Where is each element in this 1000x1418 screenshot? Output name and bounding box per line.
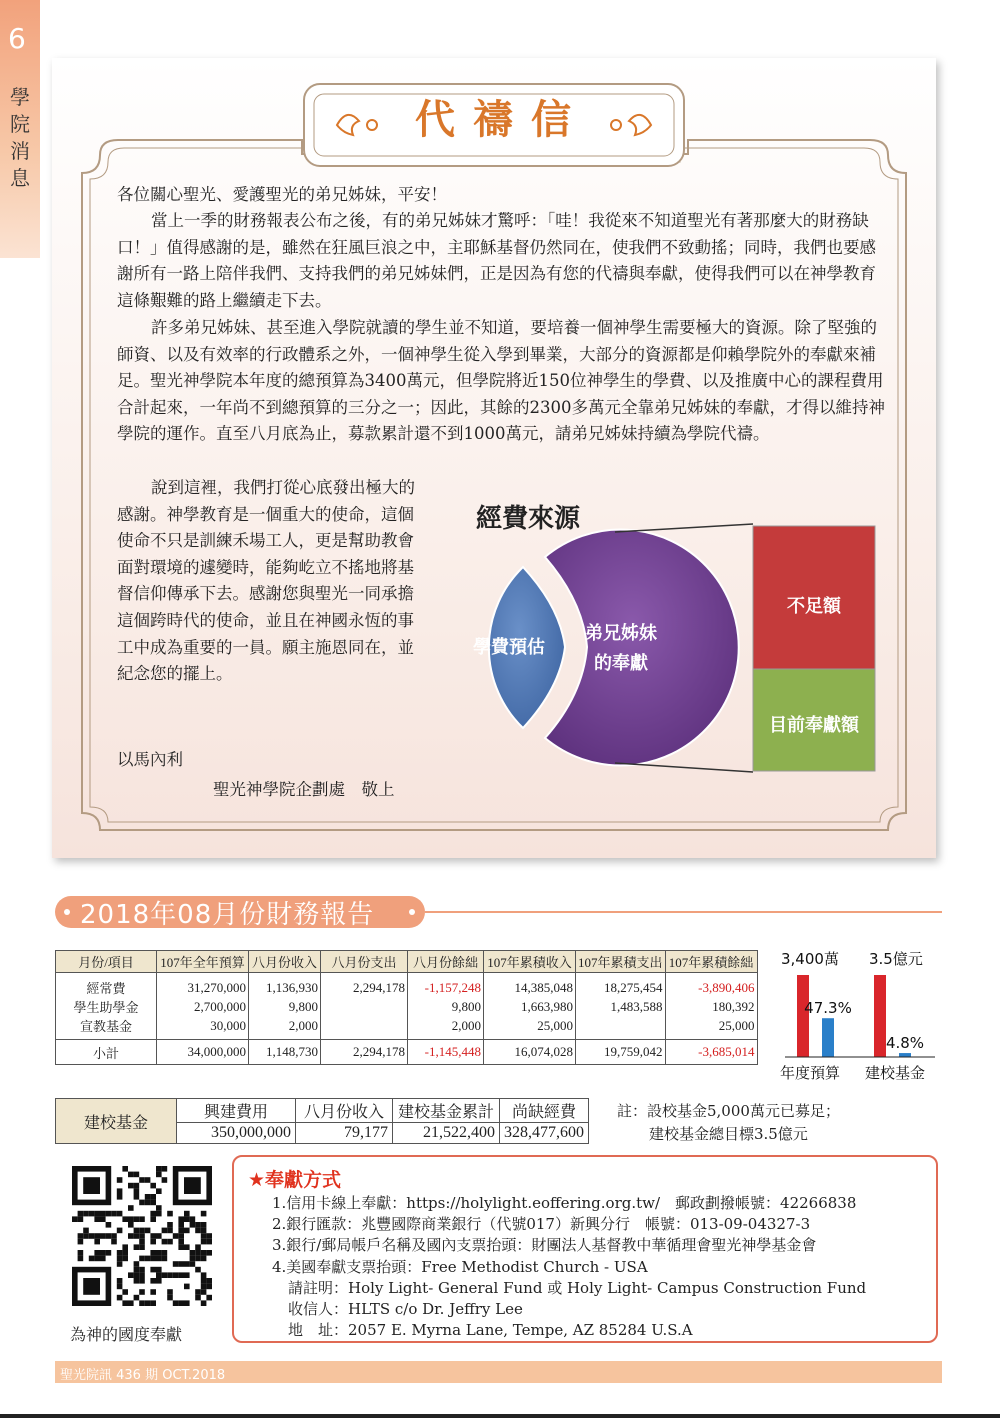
table-cell: -1,157,248 [408,973,484,998]
note-line-1: 註：設校基金5,000萬元已募足； [617,1102,840,1120]
letter-paragraph-1: 當上一季的財務報表公布之後，有的弟兄姊妹才驚呼：「哇！我從來不知道聖光有著那麼大的財務缺口！」值得感謝的是，雖然在狂風巨浪之中，主耶穌基督仍然同在，使我們不致動搖；同時，我們也要感謝所有一路上陪伴我們、支持我們的弟兄姊妹們，正是因為有您的代禱與奉獻，使得我們可以在神學教育這條艱難的路上繼續走下去。 [117,211,876,310]
category-label: 年度預算 [780,1064,841,1082]
bar-value-label: 47.3% [804,999,852,1018]
table-cell: -3,890,406 [665,973,757,998]
table-cell: 350,000,000 [177,1123,296,1144]
funding-label-middle-2: 的奉獻 [594,653,648,674]
table-cell: 21,522,400 [393,1123,500,1144]
col-header: 107年全年預算 [157,951,249,973]
letter-closing: 以馬內利 [117,750,183,769]
col-header: 107年累積收入 [484,951,576,973]
table-cell: -1,145,448 [408,1040,484,1065]
table-cell: 2,700,000 [157,997,249,1016]
funding-chart [455,523,895,778]
table-cell: 1,663,980 [484,997,576,1016]
finance-header-row [56,951,758,973]
table-row [56,973,758,998]
table-cell [321,1016,408,1040]
col-header: 107年累積支出 [576,951,666,973]
table-cell [576,1016,666,1040]
letter-greeting: 各位關心聖光、愛護聖光的弟兄姊妹，平安！ [117,185,447,204]
table-cell: 2,294,178 [321,1040,408,1065]
section-label: 學院消息 [10,85,30,190]
building-fund-note [617,1100,840,1146]
donation-line: 收信人：HLTS c/o Dr. Jeffry Lee [288,1300,523,1319]
table-row [56,1099,589,1123]
qr-code[interactable] [72,1166,212,1306]
table-cell: 學生助學金 [56,997,157,1016]
letter-title: 代禱信 [415,96,589,143]
donation-line: 3.銀行/郵局帳戶名稱及國內支票抬頭：財團法人基督教中華循理會聖光神學基金會 [272,1236,817,1255]
bar-top-label: 3,400萬 [781,950,839,968]
table-cell: 19,759,042 [576,1040,666,1065]
col-header: 八月份收入 [249,951,321,973]
table-cell: 25,000 [484,1016,576,1040]
table-cell: 經常費 [56,973,157,998]
bar [899,1053,911,1057]
budget-bar-chart [775,945,940,1090]
table-cell: 18,275,454 [576,973,666,998]
col-header: 月份/項目 [56,951,157,973]
table-cell: 79,177 [296,1123,393,1144]
table-row [56,997,758,1016]
table-cell: 180,392 [665,997,757,1016]
building-fund-label: 建校基金 [56,1099,177,1144]
donation-line: 地 址：2057 E. Myrna Lane, Tempe, AZ 85284 U.S.A [288,1321,693,1340]
table-cell: 1,483,588 [576,997,666,1016]
table-cell: 9,800 [249,997,321,1016]
table-cell: 9,800 [408,997,484,1016]
table-cell [321,997,408,1016]
page-number: 6 [8,22,26,55]
note-line-2: 建校基金總目標3.5億元 [649,1125,808,1143]
bar-value-label: 4.8% [885,1034,925,1053]
table-cell: 1,148,730 [249,1040,321,1065]
col-header: 八月份支出 [321,951,408,973]
col-header: 八月份餘絀 [408,951,484,973]
building-fund-table [55,1098,589,1144]
funding-label-current: 目前奉獻額 [769,715,859,736]
table-cell: 34,000,000 [157,1040,249,1065]
table-row-subtotal [56,1040,758,1065]
table-cell: 1,136,930 [249,973,321,998]
table-cell: 建校基金累計 [393,1099,500,1123]
donation-line: 1.信用卡線上奉獻：https://holylight.eoffering.org.tw/ 郵政劃撥帳號：42266838 [272,1194,857,1212]
table-cell: 2,000 [408,1016,484,1040]
table-cell: 尚缺經費 [500,1099,589,1123]
finance-table [55,950,758,1065]
funding-label-middle-1: 弟兄姊妹 [585,623,657,644]
table-cell: 25,000 [665,1016,757,1040]
table-cell: 2,000 [249,1016,321,1040]
funding-label-left: 學費預估 [473,637,545,658]
table-row [56,1016,758,1040]
donation-line: 4.美國奉獻支票抬頭：Free Methodist Church - USA [272,1257,648,1276]
col-header: 107年累積餘絀 [665,951,757,973]
bar [874,975,886,1057]
letter-paragraph-2: 許多弟兄姊妹、甚至進入學院就讀的學生並不知道，要培養一個神學生需要極大的資源。除了堅強的師資、以及有效率的行政體系之外，一個神學生從入學到畢業，大部分的資源都是仰賴學院外的奉獻來補足。聖光神學院本年度的總預算為3400萬元，但學院將近150位神學生的學費、以及推廣中心的課程費用合計起來，一年尚不到總預算的三分之一；因此，其餘的2300多萬元全靠弟兄姊妹的奉獻，才得以維持神學院的運作。直至八月底為止，募款累計還不到1000萬元，請弟兄姊妹持續為學院代禱。 [117,318,885,444]
donation-title: ★奉獻方式 [248,1169,342,1191]
table-cell: -3,685,014 [665,1040,757,1065]
table-cell: 328,477,600 [500,1123,589,1144]
donation-line: 2.銀行匯款：兆豐國際商業銀行（代號017）新興分行 帳號：013-09-04327-3 [272,1215,811,1234]
funding-chart-title: 經費來源 [476,504,581,534]
donation-methods [272,1193,866,1341]
funding-label-shortfall: 不足額 [787,596,841,617]
table-cell: 31,270,000 [157,973,249,998]
table-cell: 30,000 [157,1016,249,1040]
finance-title: 2018年08月份財務報告 [80,900,375,930]
letter-paragraph-3: 說到這裡，我們打從心底發出極大的感謝。神學教育是一個重大的使命，這個使命不只是訓練禾場工人，更是幫助教會面對環境的遽變時，能夠屹立不搖地將基督信仰傳承下去。感謝您與聖光一同承擔這個跨時代的使命，並且在神國永恆的事工中成為重要的一員。願主施恩同在，並紀念您的擺上。 [117,478,415,684]
bar [822,1018,834,1057]
footer-text: 聖光院訊 436 期 OCT.2018 [60,1368,226,1383]
page-bottom-rule [0,1414,1000,1418]
table-cell: 14,385,048 [484,973,576,998]
category-label: 建校基金 [865,1064,926,1082]
table-cell: 興建費用 [177,1099,296,1123]
qr-caption: 為神的國度奉獻 [70,1325,183,1344]
table-cell: 宣教基金 [56,1016,157,1040]
donation-line: 請註明：Holy Light- General Fund 或 Holy Light- Campus Construction Fund [288,1278,867,1297]
table-cell: 2,294,178 [321,973,408,998]
bar-top-label: 3.5億元 [869,950,923,968]
letter-signature: 聖光神學院企劃處 敬上 [213,780,395,799]
table-cell: 八月份收入 [296,1099,393,1123]
funding-slice-middle [545,530,739,766]
table-cell: 16,074,028 [484,1040,576,1065]
table-cell: 小計 [56,1040,157,1065]
